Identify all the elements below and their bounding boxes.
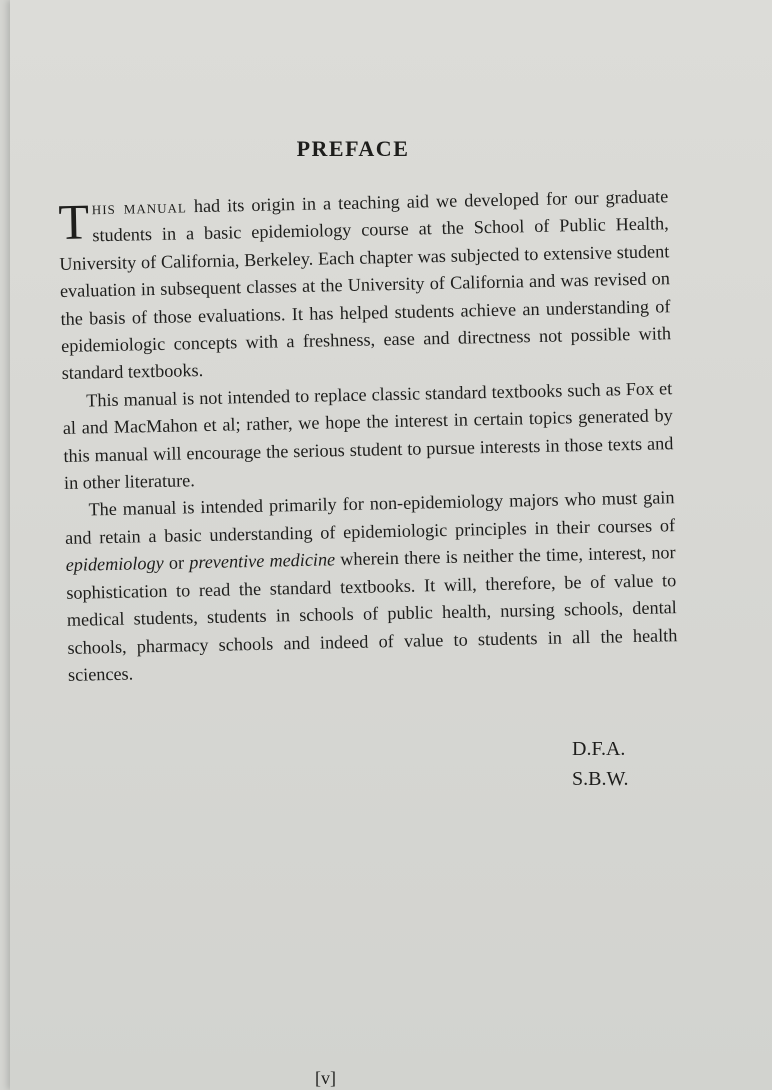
page-number: [v] [315, 1068, 336, 1088]
author-initials [572, 734, 629, 794]
preface-body [58, 183, 678, 689]
paragraph-1 [58, 183, 672, 388]
author-initials-2: S.B.W. [572, 768, 629, 790]
paragraph-1-text: had its origin in a teaching aid we developed for our graduate students in a basic epidemiology course at the School of Public Health, University of California, Berkeley. Each chapter was subjected to extensive student evaluation in subsequent classes at the University of California and was revised on the basis of those evaluations. It has helped students achieve an understanding of epidemiologic concepts with a freshness, ease and directness not possible with standard textbooks. [59, 186, 672, 384]
drop-cap: T [57, 193, 90, 250]
opening-small-caps: his manual [91, 196, 188, 219]
book-page [10, 0, 772, 1090]
paragraph-3-text-c: wherein there is neither the time, interest, nor sophistication to read the standard textbooks. It will, therefore, be of value to medical students, students in schools of public health, nursing schools, dental schools, pharmacy schools and indeed of value to students in all the health sciences. [66, 542, 678, 685]
paragraph-3-text-a: The manual is intended primarily for non-epidemiology majors who must gain and retain a basic understanding of epidemiologic principles in their courses of [64, 487, 676, 548]
paragraph-3 [64, 485, 678, 690]
italic-preventive-medicine: preventive medicine [189, 549, 336, 573]
paragraph-3-text-b: or [163, 552, 190, 574]
page-title: PREFACE [296, 136, 410, 161]
paragraph-2: This manual is not intended to replace classic standard textbooks such as Fox et al and MacMahon et al; rather, we hope the interest in certain topics generated by this manual will encourage the serious student to pursue interests in those texts and in other literature. [62, 378, 674, 493]
author-initials-1: D.F.A. [572, 738, 626, 760]
italic-epidemiology: epidemiology [65, 553, 164, 576]
